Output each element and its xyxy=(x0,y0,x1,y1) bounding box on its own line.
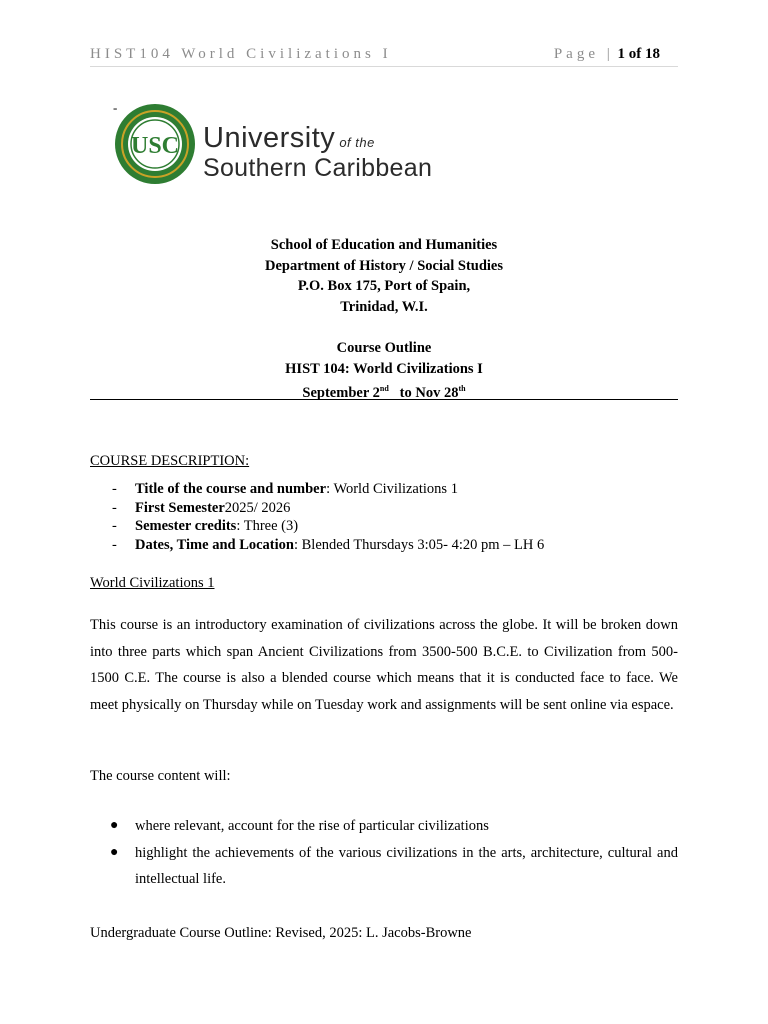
item-value: : Three (3) xyxy=(236,518,299,534)
bullet-dot: ● xyxy=(110,844,119,860)
item-label: Dates, Time and Location xyxy=(135,536,294,553)
item-value: 2025/ 2026 xyxy=(224,499,291,516)
list-item xyxy=(90,536,678,555)
dash-bullet: - xyxy=(112,536,117,553)
date-end-suffix: th xyxy=(458,384,466,393)
list-item xyxy=(90,813,678,840)
date-start: September 2 xyxy=(302,384,380,401)
outline-course-name: HIST 104: World Civilizations I xyxy=(285,360,483,377)
item-label: Title of the course and number xyxy=(135,481,327,497)
item-value: : World Civilizations 1 xyxy=(326,481,458,497)
address-line: Department of History / Social Studies xyxy=(264,257,504,274)
course-intro-paragraph: This course is an introductory examination of civilizations across the globe. It will be broken down into three parts which span Ancient Civilizations from 3500-500 B.C.E. to Civilization from 500-1500 C.E. The course is also a blended course which means that it is conducted face to face. We meet physically on Thursday while on Tuesday work and assignments will be sent online via espace. xyxy=(90,617,678,714)
stray-dash: - xyxy=(113,100,118,115)
list-item xyxy=(90,517,678,536)
course-outline-title xyxy=(90,338,678,403)
bullet-dot: ● xyxy=(110,818,119,833)
course-description-list xyxy=(90,480,678,554)
bullet-text: where relevant, account for the rise of particular civilizations xyxy=(135,818,489,834)
page-footer: Undergraduate Course Outline: Revised, 2025: L. Jacobs-Browne xyxy=(90,925,472,941)
item-value: : Blended Thursdays 3:05- 4:20 pm – LH 6 xyxy=(293,536,545,553)
header-page-number: 1 of 18 xyxy=(617,46,660,62)
university-logo xyxy=(114,103,514,187)
university-logo-graphic xyxy=(114,103,514,187)
list-item xyxy=(90,480,678,499)
bullet-text: highlight the achievements of the various civilizations in the arts, architecture, cultural and intellectual life. xyxy=(135,844,678,887)
header-page-info xyxy=(554,46,660,63)
logo-line1-big: University xyxy=(203,122,336,154)
logo-seal-text: USC xyxy=(130,133,180,159)
dash-bullet: - xyxy=(112,499,117,516)
address-line: Trinidad, W.I. xyxy=(340,298,428,315)
dash-bullet: - xyxy=(112,481,117,497)
header-page-label: Page | xyxy=(553,46,614,62)
content-intro: The course content will: xyxy=(90,768,231,784)
school-address xyxy=(90,235,678,317)
item-label: First Semester xyxy=(135,499,225,516)
course-description-heading: COURSE DESCRIPTION: xyxy=(90,453,250,469)
svg-text:Universityof the xyxy=(203,122,375,154)
date-end: to Nov 28 xyxy=(388,384,459,401)
list-item xyxy=(90,499,678,518)
page-header xyxy=(90,44,678,67)
address-line: School of Education and Humanities xyxy=(270,237,498,253)
item-label: Semester credits xyxy=(135,518,237,534)
list-item xyxy=(90,840,678,893)
logo-line1-small: of the xyxy=(339,135,375,150)
dash-bullet: - xyxy=(112,518,117,534)
header-course-title: HIST104 World Civilizations I xyxy=(90,46,392,62)
logo-line2: Southern Caribbean xyxy=(203,154,433,182)
date-start-suffix: nd xyxy=(379,384,389,393)
address-line: P.O. Box 175, Port of Spain, xyxy=(297,278,471,294)
title-divider xyxy=(90,399,678,400)
content-bullet-list xyxy=(90,813,678,893)
outline-heading: Course Outline xyxy=(336,340,432,356)
section-heading: World Civilizations 1 xyxy=(90,575,215,591)
